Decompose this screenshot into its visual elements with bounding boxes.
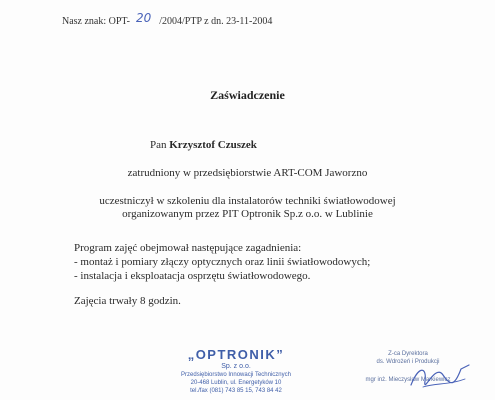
company-address-line-3: tel./fax (081) 743 85 15, 743 84 42 bbox=[190, 388, 282, 394]
reference-prefix: Nasz znak: OPT- bbox=[62, 16, 130, 27]
signatory-title: Z-ca Dyrektora bbox=[388, 351, 428, 357]
handwritten-signature bbox=[405, 355, 475, 395]
training-line-1: uczestniczył w szkoleniu dla instalatorów techniki światłowodowej bbox=[99, 195, 396, 207]
training-line-2: organizowanym przez PIT Optronik Sp.z o.o. w Lublinie bbox=[122, 208, 373, 220]
signatory-department: ds. Wdrożeń i Produkcji bbox=[376, 359, 440, 365]
training-paragraph bbox=[0, 195, 495, 221]
document-title: Zaświadczenie bbox=[210, 88, 285, 102]
recipient-name: Krzysztof Czuszek bbox=[169, 139, 257, 151]
company-stamp bbox=[168, 348, 304, 395]
handwritten-number: 20 bbox=[135, 11, 152, 25]
company-address-line-1: Przedsiębiorstwo Innowacji Technicznych bbox=[181, 372, 291, 378]
company-address-line-2: 20-468 Lublin, ul. Energetyków 10 bbox=[190, 380, 282, 386]
signatory-name: mgr inż. Mieczysław Markiewicz bbox=[365, 377, 451, 383]
recipient bbox=[150, 139, 257, 151]
program-intro: Program zajęć obejmował następujące zagadnienia: bbox=[74, 242, 302, 254]
program-item: - instalacja i eksploatacja osprzętu światłowodowego. bbox=[74, 270, 311, 282]
reference-number bbox=[62, 13, 272, 27]
salutation: Pan bbox=[150, 139, 167, 151]
employment-line: zatrudniony w przedsiębiorstwie ART-COM Jaworzno bbox=[127, 167, 368, 179]
company-name: „OPTRONIK” bbox=[187, 347, 285, 362]
company-legal-form: Sp. z o.o. bbox=[221, 363, 251, 370]
program-item: - montaż i pomiary złączy optycznych oraz linii światłowodowych; bbox=[74, 256, 371, 268]
duration-line: Zajęcia trwały 8 godzin. bbox=[74, 295, 181, 307]
reference-suffix: /2004/PTP z dn. 23-11-2004 bbox=[159, 16, 273, 27]
program-section bbox=[74, 241, 370, 283]
